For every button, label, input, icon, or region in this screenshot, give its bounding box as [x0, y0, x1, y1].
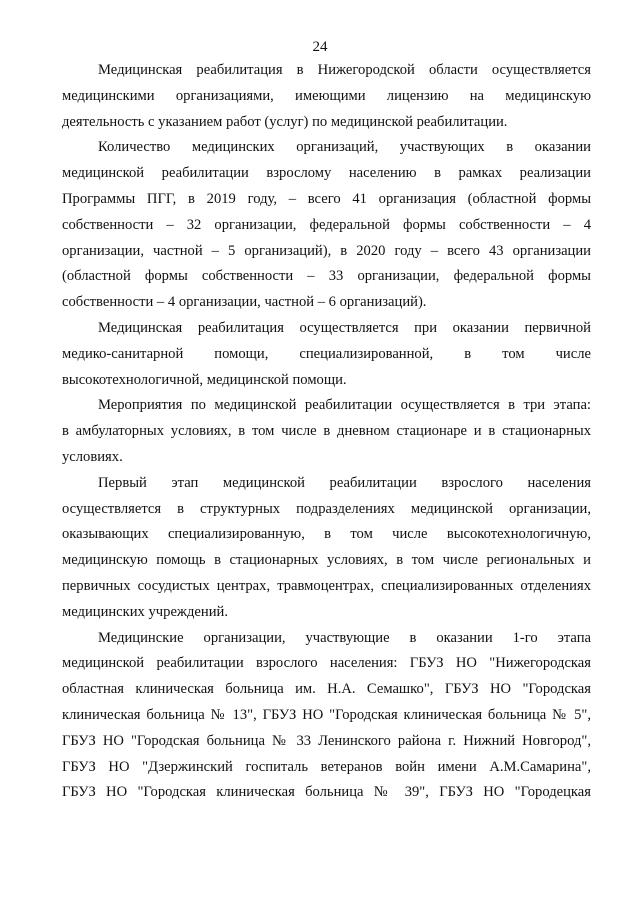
text-line: в амбулаторных условиях, в том числе в дневном стационаре и в стационарных [62, 423, 591, 440]
text-line: Медицинская реабилитация в Нижегородской области осуществляется [98, 62, 591, 78]
text-line: условиях. [62, 448, 123, 465]
paragraph-2 [62, 135, 591, 316]
text-line: областная клиническая больница им. Н.А. Семашко", ГБУЗ НО "Городская [62, 681, 591, 698]
text-line: медицинских учреждений. [62, 603, 228, 620]
text-line: ГБУЗ НО "Городская клиническая больница № 39", ГБУЗ НО "Городецкая [62, 784, 591, 801]
text-line: Первый этап медицинской реабилитации взрослого населения [98, 474, 591, 491]
text-line: (областной формы собственности – 33 организации, федеральной формы [62, 268, 591, 285]
text-line: Медицинская реабилитация осуществляется при оказании первичной [98, 319, 591, 336]
text-line: Мероприятия по медицинской реабилитации осуществляется в три этапа: [98, 397, 591, 414]
text-line: медицинской реабилитации взрослого населения: ГБУЗ НО "Нижегородская [62, 655, 591, 672]
text-line: медицинскими организациями, имеющими лицензию на медицинскую [62, 87, 591, 104]
text-line: собственности – 32 организации, федеральной формы собственности – 4 [62, 216, 591, 233]
text-line: ГБУЗ НО "Городская больница № 33 Ленинского района г. Нижний Новгород", [62, 732, 591, 749]
text-line: ГБУЗ НО "Дзержинский госпиталь ветеранов войн имени А.М.Самарина", [62, 758, 591, 775]
text-line: Медицинские организации, участвующие в оказании 1-го этапа [98, 629, 591, 646]
text-line: организации, частной – 5 организаций), в 2020 году – всего 43 организации [62, 242, 591, 259]
text-line: медицинской реабилитации взрослому населению в рамках реализации [62, 165, 591, 182]
text-line: медицинскую помощь в стационарных условиях, в том числе региональных и [62, 552, 591, 569]
paragraph-6 [62, 626, 591, 807]
document-body [62, 58, 591, 806]
text-line: первичных сосудистых центрах, травмоцентрах, специализированных отделениях [62, 577, 591, 594]
text-line: клиническая больница № 13", ГБУЗ НО "Городская клиническая больница № 5", [62, 706, 591, 723]
paragraph-3 [62, 316, 591, 393]
text-line: высокотехнологичной, медицинской помощи. [62, 371, 347, 388]
text-line: Количество медицинских организаций, участвующих в оказании [98, 139, 591, 156]
text-line: осуществляется в структурных подразделениях медицинской организации, [62, 500, 591, 517]
text-line: оказывающих специализированную, в том числе высокотехнологичную, [62, 526, 591, 543]
text-line: деятельность с указанием работ (услуг) по медицинской реабилитации. [62, 113, 508, 130]
page-number: 24 [312, 39, 328, 55]
paragraph-1 [62, 58, 591, 135]
paragraph-4 [62, 393, 591, 470]
text-line: собственности – 4 организации, частной – 6 организаций). [62, 294, 427, 311]
text-line: Программы ПГГ, в 2019 году, – всего 41 организация (областной формы [62, 190, 591, 207]
text-line: медико-санитарной помощи, специализированной, в том числе [62, 345, 591, 362]
paragraph-5 [62, 471, 591, 626]
